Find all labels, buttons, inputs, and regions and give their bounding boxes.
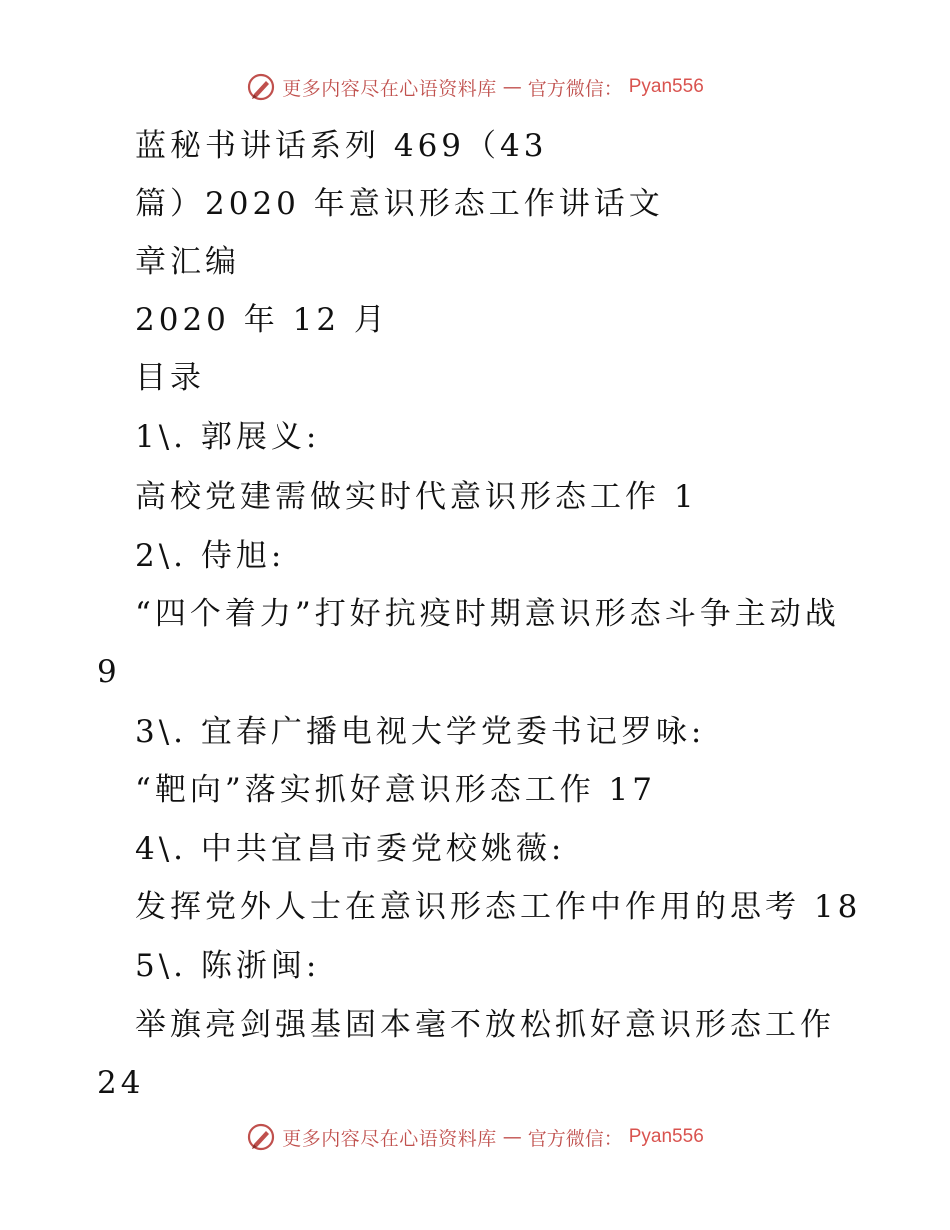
title-line-2: 篇）2020 年意识形态工作讲话文 — [135, 186, 664, 222]
toc-item-4-title: 发挥党外人士在意识形态工作中作用的思考 18 — [135, 889, 862, 925]
toc-item-3-author: 3\. 宜春广播电视大学党委书记罗咏: — [135, 714, 706, 750]
toc-item-5-author: 5\. 陈浙闽: — [135, 948, 321, 984]
watermark-text: 更多内容尽在心语资料库 — [282, 77, 497, 100]
toc-item-3-title: “靶向”落实抓好意识形态工作 17 — [135, 772, 656, 808]
toc-item-4-author: 4\. 中共宜昌市委党校姚薇: — [135, 831, 566, 867]
toc-item-2-author: 2\. 侍旭: — [135, 538, 286, 574]
watermark-footer — [0, 1122, 950, 1152]
title-line-3: 章汇编 — [135, 244, 240, 280]
toc-item-5-title: 举旗亮剑强基固本毫不放松抓好意识形态工作 — [135, 1007, 835, 1043]
watermark-wechat-id: Pyan556 — [628, 1126, 704, 1147]
toc-item-2-page: 9 — [97, 654, 121, 690]
toc-heading: 目录 — [135, 360, 205, 396]
toc-item-5-page: 24 — [97, 1065, 145, 1101]
pen-logo-icon — [246, 72, 276, 102]
watermark-label: 官方微信： — [527, 77, 623, 100]
watermark-separator: — — [502, 1126, 522, 1148]
watermark-separator: — — [502, 76, 522, 98]
title-line-1: 蓝秘书讲话系列 469（43 — [135, 128, 548, 164]
document-date: 2020 年 12 月 — [135, 302, 389, 338]
watermark-text: 更多内容尽在心语资料库 — [282, 1127, 497, 1150]
toc-item-1-author: 1\. 郭展义: — [135, 419, 321, 455]
toc-item-2-title: “四个着力”打好抗疫时期意识形态斗争主动战 — [135, 596, 840, 632]
watermark-wechat-id: Pyan556 — [628, 76, 704, 97]
pen-logo-icon — [246, 1122, 276, 1152]
toc-item-1-title: 高校党建需做实时代意识形态工作 1 — [135, 479, 698, 515]
watermark-header — [0, 72, 950, 102]
watermark-label: 官方微信： — [527, 1127, 623, 1150]
